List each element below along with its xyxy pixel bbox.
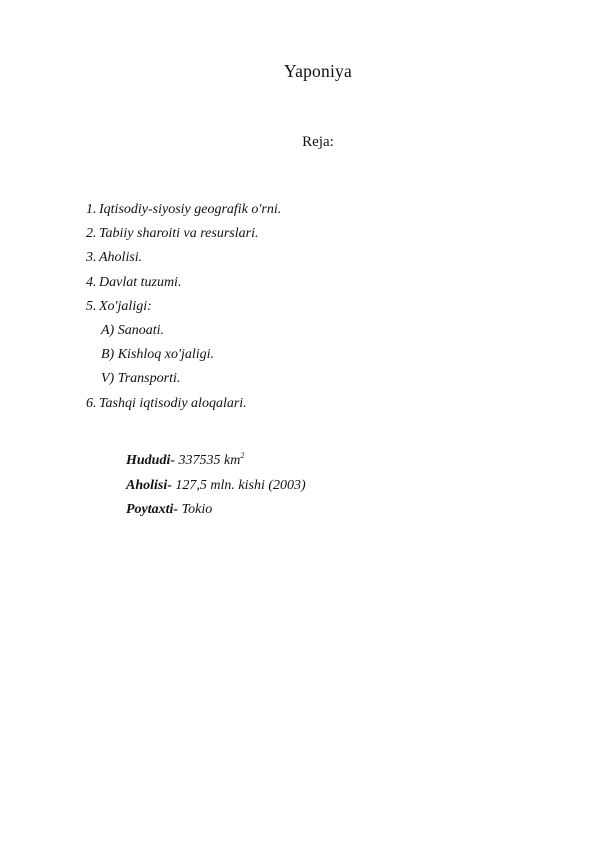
area-value: 337535 km [178,453,241,468]
plan-item-text: Davlat tuzumi. [99,274,182,290]
plan-item [86,271,281,295]
plan-subitem: B) Kishloq xo'jaligi. [101,347,215,363]
plan-item-text: Aholisi. [99,250,143,266]
plan-item-text: Xo'jaligi: [99,298,152,314]
capital-value: Tokio [181,502,213,517]
plan-item-number: 5. [86,298,97,314]
population-label: Aholisi- [126,477,172,493]
plan-subitem: V) Transporti. [101,371,181,387]
plan-item [86,246,281,270]
plan-item-text: Tabiiy sharoiti va resurslari. [99,226,259,242]
plan-item [86,295,281,319]
plan-item-text: Tashqi iqtisodiy aloqalari. [99,395,247,411]
plan-item-text: Iqtisodiy-siyosiy geografik o'rni. [99,202,282,217]
plan-item [86,392,281,416]
country-facts [126,444,306,523]
plan-item-number: 2. [86,226,97,242]
plan-subitem: A) Sanoati. [101,323,164,339]
area-unit-superscript: 2 [240,451,245,460]
plan-item-number: 1. [86,202,97,217]
plan-item [86,198,281,222]
capital-label: Poytaxti- [126,502,179,517]
population-fact [126,474,306,499]
plan-item [86,222,281,246]
population-value: 127,5 mln. kishi (2003) [175,477,306,493]
plan-item-number: 3. [86,250,97,266]
area-label: Hududi- [126,453,176,468]
capital-fact [126,498,306,523]
document-title: Yaponiya [284,61,352,81]
area-fact [126,444,306,474]
plan-list [86,198,281,416]
plan-item-number: 4. [86,274,97,290]
plan-item-number: 6. [86,395,97,411]
plan-heading: Reja: [302,134,334,150]
